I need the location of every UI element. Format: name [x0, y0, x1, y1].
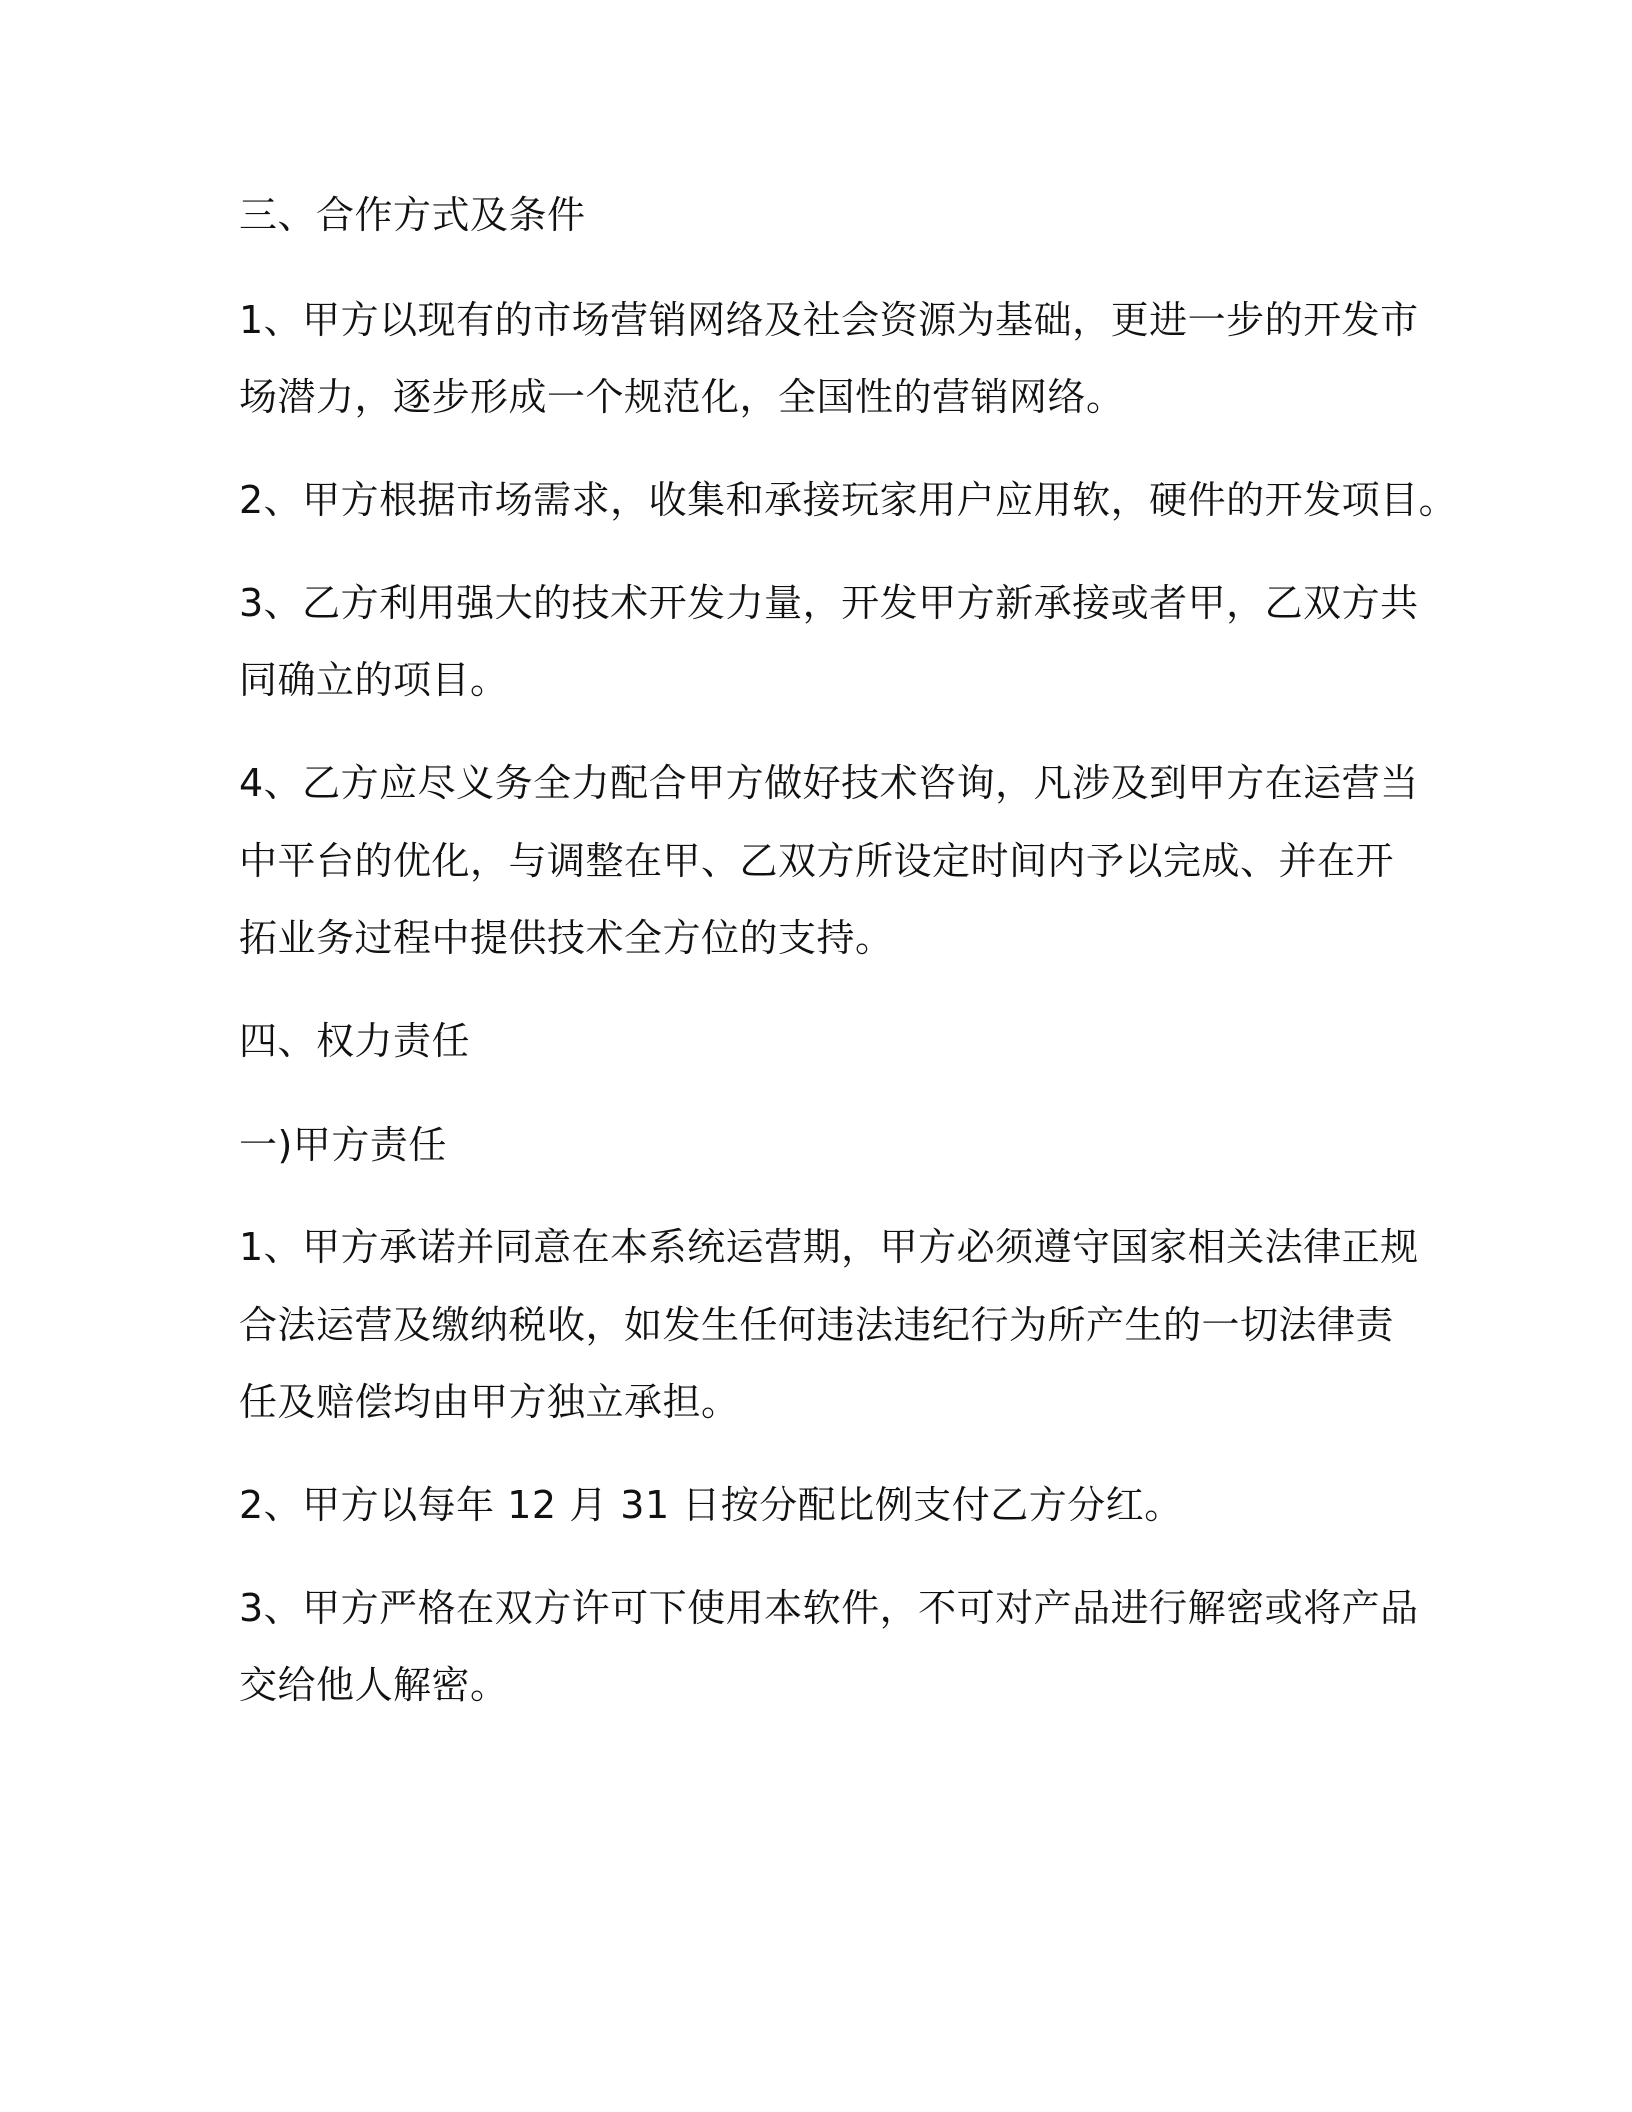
paragraph-line: 3、乙方利用强大的技术开发力量，开发甲方新承接或者甲，乙双方共 — [239, 581, 1419, 625]
paragraph-line: 拓业务过程中提供技术全方位的支持。 — [239, 916, 894, 960]
subsection-heading-party-a: 一)甲方责任 — [239, 1123, 447, 1167]
paragraph-line: 1、甲方以现有的市场营销网络及社会资源为基础，更进一步的开发市 — [239, 298, 1419, 342]
paragraph-line: 中平台的优化，与调整在甲、乙双方所设定时间内予以完成、并在开 — [239, 839, 1395, 883]
paragraph-line: 4、乙方应尽义务全力配合甲方做好技术咨询，凡涉及到甲方在运营当 — [239, 761, 1419, 805]
paragraph-line: 3、甲方严格在双方许可下使用本软件，不可对产品进行解密或将产品 — [239, 1586, 1419, 1630]
paragraph-line: 任及赔偿均由甲方独立承担。 — [239, 1380, 740, 1424]
paragraph-line: 同确立的项目。 — [239, 658, 509, 702]
section-heading-cooperation: 三、合作方式及条件 — [239, 193, 586, 237]
paragraph-line: 2、甲方以每年 12 月 31 日按分配比例支付乙方分红。 — [239, 1483, 1183, 1527]
section-heading-responsibilities: 四、权力责任 — [239, 1019, 471, 1063]
paragraph-line: 1、甲方承诺并同意在本系统运营期，甲方必须遵守国家相关法律正规 — [239, 1225, 1419, 1269]
paragraph-line: 合法运营及缴纳税收，如发生任何违法违纪行为所产生的一切法律责 — [239, 1303, 1395, 1347]
paragraph-line: 交给他人解密。 — [239, 1663, 509, 1707]
paragraph-line: 2、甲方根据市场需求，收集和承接玩家用户应用软，硬件的开发项目。 — [239, 478, 1458, 522]
paragraph-line: 场潜力，逐步形成一个规范化，全国性的营销网络。 — [239, 375, 1125, 419]
